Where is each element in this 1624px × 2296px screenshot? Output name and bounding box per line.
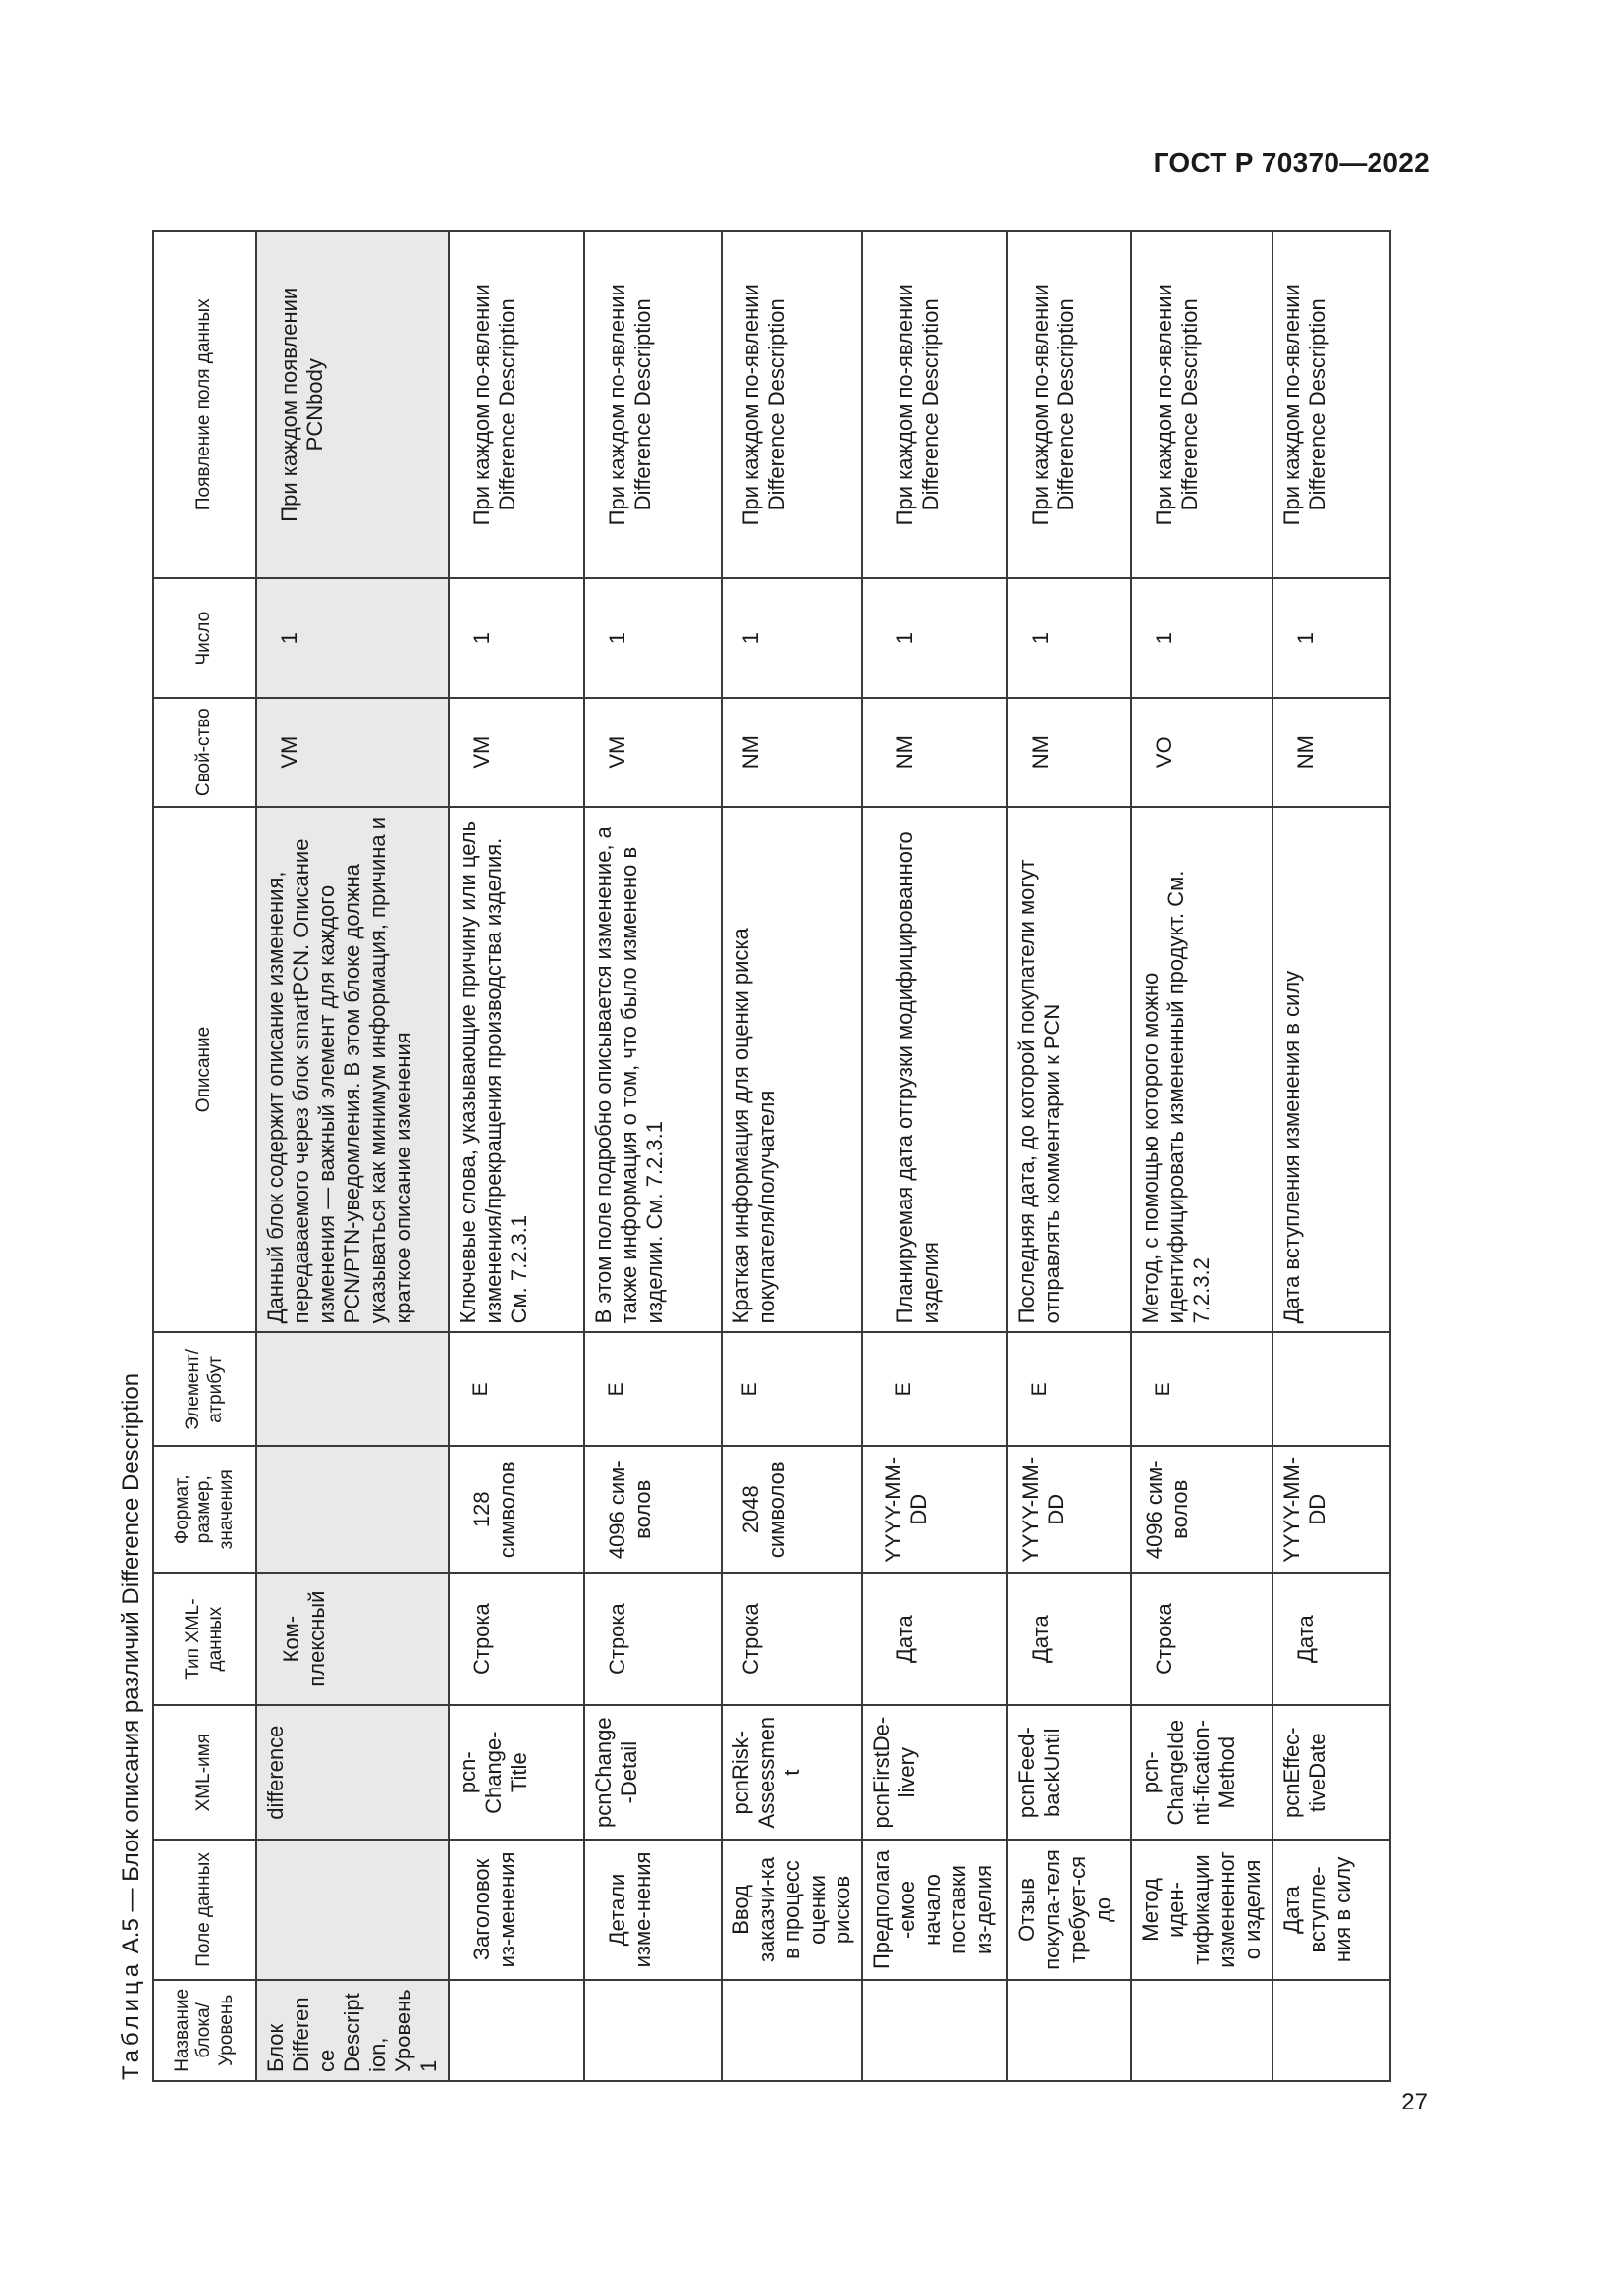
cell-count: 1 [256,579,449,698]
cell-occurrence: При каждом по-явлении Difference Description [1007,231,1131,579]
cell-property: NM [722,698,863,807]
cell-block-name [1131,1980,1272,2081]
col-header-property: Свой-ство [153,698,256,807]
table-row [1131,231,1272,2081]
cell-block-name [1007,1980,1131,2081]
cell-block-name [722,1980,863,2081]
cell-block-name: Блок Difference Description, Уровень 1 [256,1980,449,2081]
cell-element [1272,1332,1390,1446]
cell-xml-name: pcnChange-Detail [584,1705,722,1840]
cell-xml-name: pcnEffec-tiveDate [1272,1705,1390,1840]
cell-xml-name: pcn-ChangeIdenti-fication-Method [1131,1705,1272,1840]
cell-count: 1 [722,579,863,698]
cell-element [256,1332,449,1446]
cell-count: 1 [584,579,722,698]
table-row [862,231,1007,2081]
cell-occurrence: При каждом по-явлении Difference Description [1131,231,1272,579]
cell-xml-type: Дата [1272,1573,1390,1705]
cell-occurrence: При каждом по-явлении Difference Description [862,231,1007,579]
cell-element: E [1131,1332,1272,1446]
cell-xml-type: Строка [584,1573,722,1705]
cell-description: Дата вступления изменения в силу [1272,807,1390,1333]
table-row [1272,231,1390,2081]
cell-block-name [449,1980,584,2081]
cell-property: NM [862,698,1007,807]
cell-description: В этом поле подробно описывается изменение, а также информация о том, что было изменено в изделии. См. 7.2.3.1 [584,807,722,1333]
header-row [153,231,256,2081]
cell-format: 128 символов [449,1446,584,1573]
cell-format [256,1446,449,1573]
cell-format: 4096 сим-волов [1131,1446,1272,1573]
cell-count: 1 [862,579,1007,698]
col-header-format: Формат, размер, значения [153,1446,256,1573]
cell-description: Планируемая дата отгрузки модифицированного изделия [862,807,1007,1333]
cell-property: VM [449,698,584,807]
cell-block-name [1272,1980,1390,2081]
table-row [1007,231,1131,2081]
table-row [449,231,584,2081]
cell-description: Краткая информация для оценки риска покупателя/получателя [722,807,863,1333]
col-header-xml-type: Тип XML-данных [153,1573,256,1705]
cell-xml-type: Строка [449,1573,584,1705]
cell-format: YYYY-MM-DD [1272,1446,1390,1573]
cell-property: VM [256,698,449,807]
cell-xml-type: Строка [1131,1573,1272,1705]
table-row [584,231,722,2081]
cell-xml-name: pcn-Change-Title [449,1705,584,1840]
cell-occurrence: При каждом появлении PCNbody [256,231,449,579]
col-header-count: Число [153,579,256,698]
cell-count: 1 [1131,579,1272,698]
cell-field: Ввод заказчи-ка в процесс оценки рисков [722,1840,863,1979]
cell-description: Данный блок содержит описание изменения, передаваемого через блок smartPCN. Описание изменения — важный элемент для каждого PCN/PTN-уведомления. В этом блоке должна указываться как минимум информация, причина и краткое описание изменения [256,807,449,1333]
page-number: 27 [1401,2089,1428,2115]
cell-field [256,1840,449,1979]
cell-element: E [449,1332,584,1446]
cell-format: YYYY-MM-DD [862,1446,1007,1573]
cell-description: Метод, с помощью которого можно идентифицировать измененный продукт. См. 7.2.3.2 [1131,807,1272,1333]
cell-xml-name: pcnFirstDe-livery [862,1705,1007,1840]
cell-block-name [862,1980,1007,2081]
cell-occurrence: При каждом по-явлении Difference Description [1272,231,1390,579]
table-row [722,231,863,2081]
cell-element: E [862,1332,1007,1446]
cell-block-name [584,1980,722,2081]
table-caption [110,230,152,2082]
cell-property: NM [1272,698,1390,807]
cell-xml-type: Дата [1007,1573,1131,1705]
cell-field: Дата вступле-ния в силу [1272,1840,1390,1979]
cell-format: 2048 символов [722,1446,863,1573]
cell-field: Предполага-емое начало поставки из-делия [862,1840,1007,1979]
cell-xml-name: pcnFeed-backUntil [1007,1705,1131,1840]
cell-format: YYYY-MM-DD [1007,1446,1131,1573]
caption-prefix: Таблица [118,1959,144,2080]
difference-description-table [152,230,1391,2082]
col-header-block: Название блока/ Уровень [153,1980,256,2081]
cell-occurrence: При каждом по-явлении Difference Description [449,231,584,579]
cell-element: E [1007,1332,1131,1446]
cell-property: VO [1131,698,1272,807]
cell-field: Метод иден-тификации измененного изделия [1131,1840,1272,1979]
standard-designation: ГОСТ Р 70370—2022 [1153,147,1430,178]
col-header-description: Описание [153,807,256,1333]
cell-xml-type: Строка [722,1573,863,1705]
cell-property: VM [584,698,722,807]
cell-xml-name: pcnRisk-Assessment [722,1705,863,1840]
col-header-element-attribute: Элемент/ атрибут [153,1332,256,1446]
cell-count: 1 [449,579,584,698]
cell-field: Отзыв покупа-теля требует-ся до [1007,1840,1131,1979]
table-row [256,231,449,2081]
cell-xml-type: Ком-плексный [256,1573,449,1705]
cell-element: E [722,1332,863,1446]
cell-description: Последняя дата, до которой покупатели могут отправлять комментарии к PCN [1007,807,1131,1333]
cell-description: Ключевые слова, указывающие причину или цель изменения/прекращения производства изделия. См. 7.2.3.1 [449,807,584,1333]
rotated-table-block [110,230,1386,2082]
cell-property: NM [1007,698,1131,807]
cell-field: Заголовок из-менения [449,1840,584,1979]
col-header-xml-name: XML-имя [153,1705,256,1840]
col-header-field: Поле данных [153,1840,256,1979]
col-header-occurrence: Появление поля данных [153,231,256,579]
caption-text: А.5 — Блок описания различий Difference Description [118,1372,144,1954]
cell-element: E [584,1332,722,1446]
cell-xml-name: difference [256,1705,449,1840]
cell-occurrence: При каждом по-явлении Difference Description [584,231,722,579]
cell-xml-type: Дата [862,1573,1007,1705]
cell-occurrence: При каждом по-явлении Difference Description [722,231,863,579]
cell-format: 4096 сим-волов [584,1446,722,1573]
cell-count: 1 [1272,579,1390,698]
cell-count: 1 [1007,579,1131,698]
cell-field: Детали изме-нения [584,1840,722,1979]
